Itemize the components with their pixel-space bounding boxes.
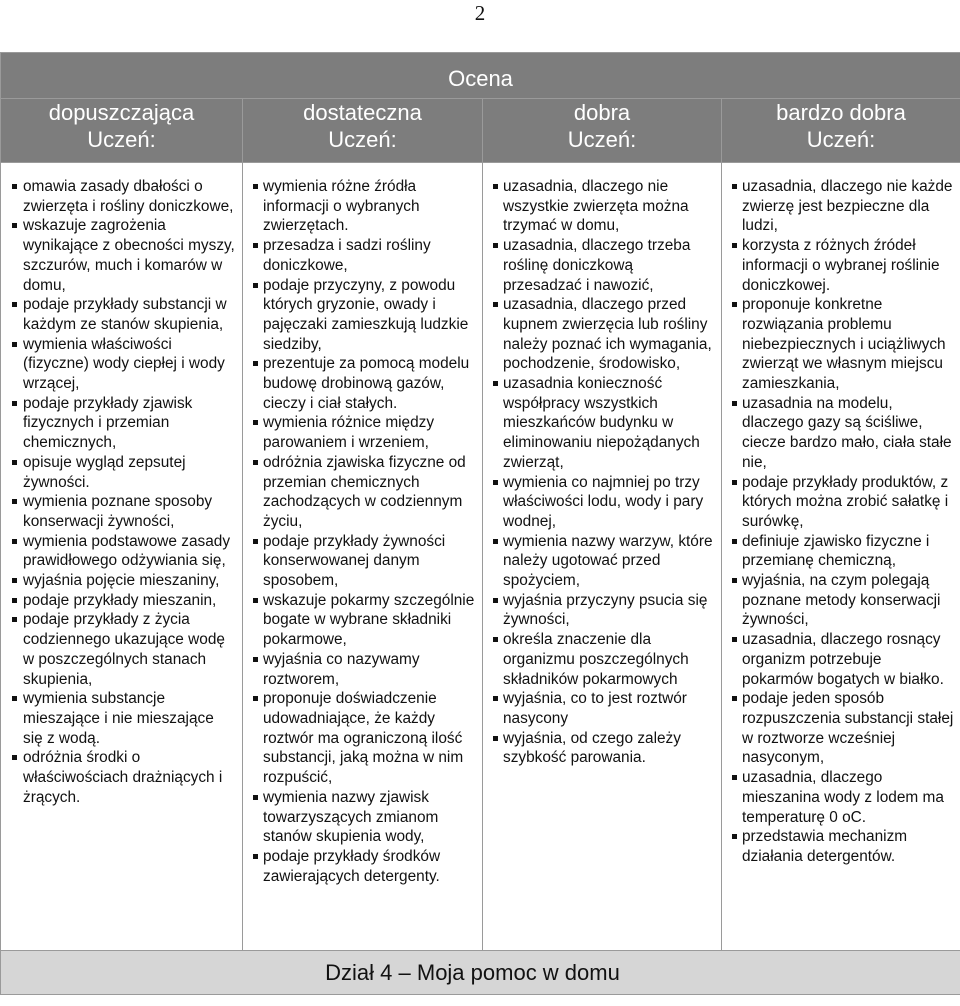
list-item: odróżnia środki o właściwościach drażniących i żrących. (11, 748, 236, 807)
grade-label: Uczeń: (567, 127, 637, 152)
list-item: omawia zasady dbałości o zwierzęta i rośliny doniczkowe, (11, 177, 236, 216)
list-item: podaje przykłady mieszanin, (11, 591, 236, 611)
requirements-list (11, 177, 236, 808)
list-item: wymienia nazwy warzyw, które należy ugotować przed spożyciem, (493, 532, 715, 591)
list-item: wymienia podstawowe zasady prawidłowego odżywiania się, (11, 532, 236, 571)
grade-header-dobra (483, 99, 722, 163)
list-item: podaje przykłady środków zawierających detergenty. (253, 847, 476, 886)
list-item: wyjaśnia przyczyny psucia się żywności, (493, 591, 715, 630)
list-item: wymienia nazwy zjawisk towarzyszących zmianom stanów skupienia wody, (253, 788, 476, 847)
list-item: wyjaśnia pojęcie mieszaniny, (11, 571, 236, 591)
list-item: proponuje konkretne rozwiązania problemu niebezpiecznych i uciążliwych zwierząt we własnym miejscu zamieszkania, (732, 295, 954, 394)
grade-header-row (1, 99, 960, 163)
section-footer (1, 951, 960, 995)
list-item: podaje przykłady substancji w każdym ze stanów skupienia, (11, 295, 236, 334)
requirements-dostateczna (243, 163, 483, 951)
grade-label: Uczeń: (806, 127, 876, 152)
grade-name: dobra (573, 100, 631, 125)
list-item: wyjaśnia co nazywamy roztworem, (253, 650, 476, 689)
list-item: uzasadnia, dlaczego rosnący organizm potrzebuje pokarmów bogatych w białko. (732, 630, 954, 689)
list-item: definiuje zjawisko fizyczne i przemianę chemiczną, (732, 532, 954, 571)
grade-label: Uczeń: (328, 127, 397, 152)
list-item: odróżnia zjawiska fizyczne od przemian chemicznych zachodzących w codziennym życiu, (253, 453, 476, 532)
list-item: uzasadnia, dlaczego mieszanina wody z lodem ma temperaturę 0 oC. (732, 768, 954, 827)
list-item: uzasadnia konieczność współpracy wszystkich mieszkańców budynku w eliminowaniu niepożądanych zwierząt, (493, 374, 715, 473)
list-item: wymienia substancje mieszające i nie mieszające się z wodą. (11, 689, 236, 748)
list-item: podaje jeden sposób rozpuszczenia substancji stałej w roztworze wcześniej nasyconym, (732, 689, 954, 768)
requirements-dopuszczajaca (1, 163, 243, 951)
list-item: uzasadnia, dlaczego trzeba roślinę doniczkową przesadzać i nawozić, (493, 236, 715, 295)
table-title-row (1, 53, 960, 99)
requirements-list (253, 177, 476, 886)
list-item: wskazuje pokarmy szczególnie bogate w wybrane składniki pokarmowe, (253, 591, 476, 650)
list-item: określa znaczenie dla organizmu poszczególnych składników pokarmowych (493, 630, 715, 689)
list-item: wskazuje zagrożenia wynikające z obecności myszy, szczurów, much i komarów w domu, (11, 216, 236, 295)
requirements-list (493, 177, 715, 768)
list-item: uzasadnia, dlaczego nie wszystkie zwierzęta można trzymać w domu, (493, 177, 715, 236)
list-item: podaje przykłady produktów, z których można zrobić sałatkę i surówkę, (732, 473, 954, 532)
table-title: Ocena (1, 53, 960, 99)
list-item: podaje przyczyny, z powodu których gryzonie, owady i pajęczaki zamieszkują ludzkie siedziby, (253, 276, 476, 355)
list-item: opisuje wygląd zepsutej żywności. (11, 453, 236, 492)
grade-header-bardzo-dobra (722, 99, 960, 163)
list-item: podaje przykłady zjawisk fizycznych i przemian chemicznych, (11, 394, 236, 453)
list-item: prezentuje za pomocą modelu budowę drobinową gazów, cieczy i ciał stałych. (253, 354, 476, 413)
list-item: podaje przykłady żywności konserwowanej danym sposobem, (253, 532, 476, 591)
list-item: proponuje doświadczenie udowadniające, że każdy roztwór ma ograniczoną ilość substancji, jaką można w nim rozpuścić, (253, 689, 476, 788)
list-item: przesadza i sadzi rośliny doniczkowe, (253, 236, 476, 275)
grade-label: Uczeń: (87, 127, 156, 152)
list-item: wymienia co najmniej po trzy właściwości lodu, wody i pary wodnej, (493, 473, 715, 532)
page-number: 2 (474, 1, 486, 25)
grade-name: bardzo dobra (776, 100, 906, 125)
grade-requirements-table (0, 52, 960, 995)
requirements-dobra (483, 163, 722, 951)
list-item: wyjaśnia, na czym polegają poznane metody konserwacji żywności, (732, 571, 954, 630)
list-item: wyjaśnia, od czego zależy szybkość parowania. (493, 729, 715, 768)
list-item: wymienia różnice między parowaniem i wrzeniem, (253, 413, 476, 452)
list-item: wymienia poznane sposoby konserwacji żywności, (11, 492, 236, 531)
requirements-list (732, 177, 954, 867)
list-item: uzasadnia na modelu, dlaczego gazy są ściśliwe, ciecze bardzo mało, ciała stałe nie, (732, 394, 954, 473)
grade-name: dostateczna (303, 100, 422, 125)
section-footer-row (1, 951, 960, 995)
grade-header-dopuszczajaca (1, 99, 243, 163)
section-title: Dział 4 – Moja pomoc w domu (325, 959, 620, 985)
requirements-row (1, 163, 960, 951)
list-item: wymienia różne źródła informacji o wybranych zwierzętach. (253, 177, 476, 236)
list-item: uzasadnia, dlaczego przed kupnem zwierzęcia lub rośliny należy poznać ich wymagania, pochodzenie, środowisko, (493, 295, 715, 374)
list-item: uzasadnia, dlaczego nie każde zwierzę jest bezpieczne dla ludzi, (732, 177, 954, 236)
list-item: przedstawia mechanizm działania detergentów. (732, 827, 954, 866)
grade-header-dostateczna (243, 99, 483, 163)
list-item: wymienia właściwości (fizyczne) wody ciepłej i wody wrzącej, (11, 335, 236, 394)
list-item: korzysta z różnych źródeł informacji o wybranej roślinie doniczkowej. (732, 236, 954, 295)
list-item: wyjaśnia, co to jest roztwór nasycony (493, 689, 715, 728)
list-item: podaje przykłady z życia codziennego ukazujące wodę w poszczególnych stanach skupienia, (11, 610, 236, 689)
grade-name: dopuszczająca (48, 100, 195, 125)
requirements-bardzo-dobra (722, 163, 960, 951)
